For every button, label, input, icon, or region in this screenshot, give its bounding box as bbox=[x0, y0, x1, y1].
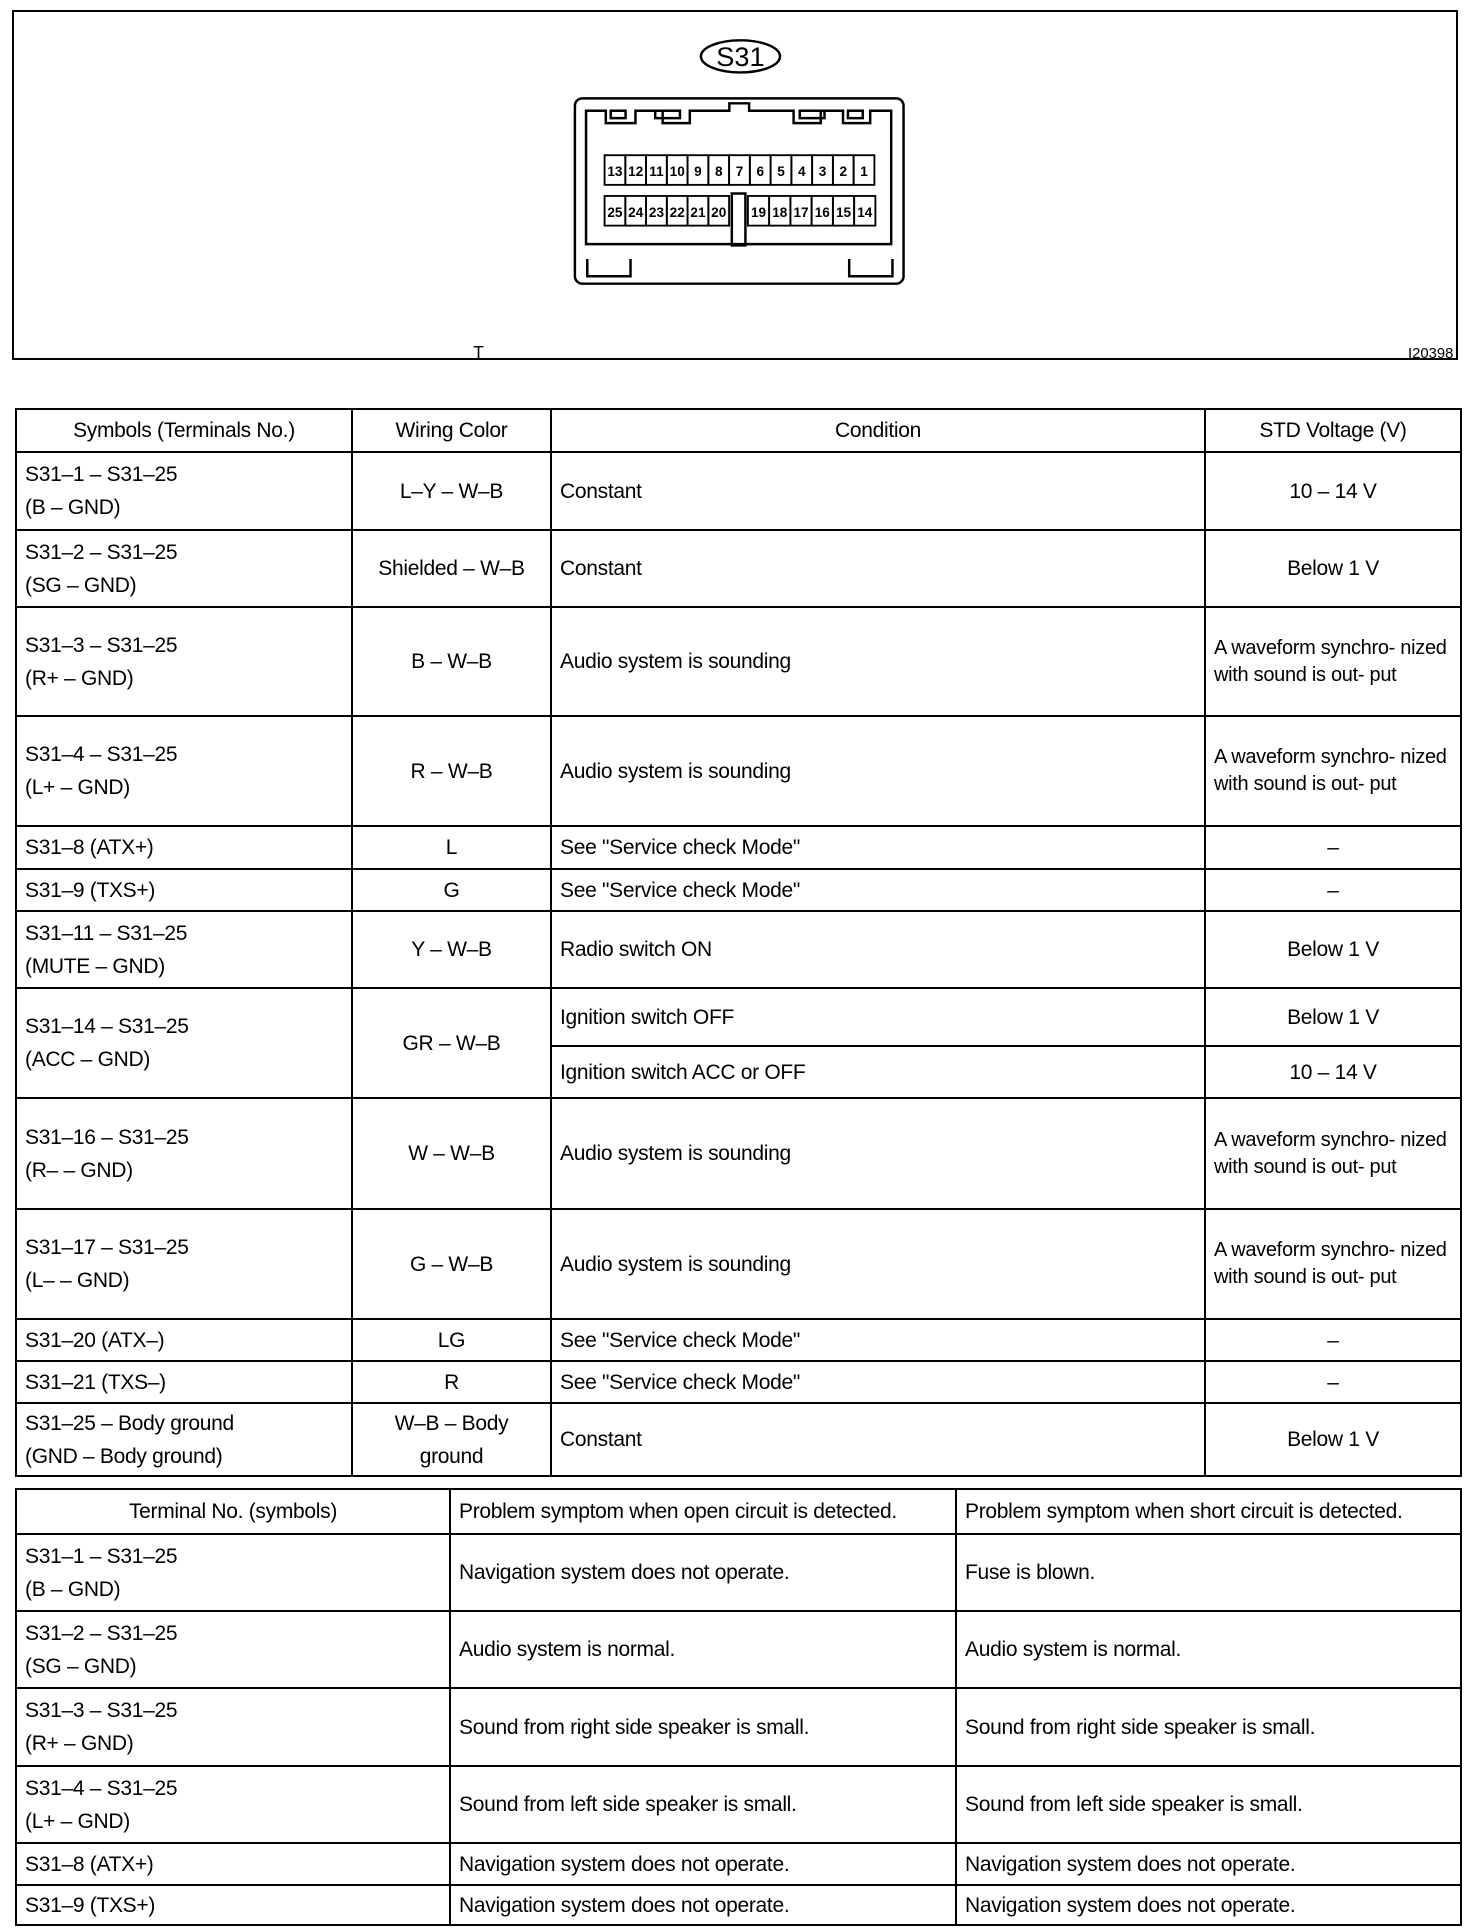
std-voltage-cell bbox=[1205, 452, 1461, 530]
symbol-cell bbox=[16, 1361, 352, 1403]
connector-diagram bbox=[12, 10, 1458, 360]
terminal-cell-line: S31–8 (ATX+) bbox=[25, 1852, 154, 1876]
symbol-cell-line: (R+ – GND) bbox=[25, 666, 134, 690]
pin-number: 6 bbox=[756, 164, 765, 180]
side-label: T bbox=[473, 341, 484, 362]
std-voltage-cell-line: A waveform synchro- nized with sound is out- put bbox=[1214, 746, 1447, 795]
symbol-cell bbox=[16, 826, 352, 869]
pin-number: 12 bbox=[628, 164, 644, 180]
short-circuit-symptom-cell bbox=[956, 1885, 1461, 1925]
std-voltage-cell-line: – bbox=[1327, 836, 1339, 859]
wiring-color-cell bbox=[352, 911, 551, 988]
condition-cell bbox=[551, 988, 1205, 1046]
condition-cell bbox=[551, 1361, 1205, 1403]
symbol-cell bbox=[16, 988, 352, 1098]
symbol-cell bbox=[16, 1209, 352, 1319]
wiring-color-cell-line: L bbox=[445, 836, 458, 859]
terminal-cell bbox=[16, 1688, 450, 1766]
header-terminal: Terminal No. (symbols) bbox=[16, 1489, 450, 1534]
table-row bbox=[16, 869, 1461, 911]
open-circuit-symptom-cell bbox=[450, 1534, 956, 1611]
symbol-cell-line: S31–14 – S31–25 bbox=[25, 1015, 189, 1038]
wiring-color-cell-line: W–B – Body bbox=[394, 1411, 509, 1435]
wiring-color-cell-line: G bbox=[443, 878, 460, 902]
wiring-color-cell bbox=[352, 1361, 551, 1403]
symbol-cell bbox=[16, 1403, 352, 1476]
short-circuit-symptom-cell-line: Audio system is normal. bbox=[965, 1638, 1182, 1661]
condition-cell-line: Constant bbox=[560, 479, 642, 503]
short-circuit-symptom-cell-line: Fuse is blown. bbox=[965, 1561, 1096, 1584]
condition-cell bbox=[551, 826, 1205, 869]
open-circuit-symptom-cell-line: Navigation system does not operate. bbox=[459, 1561, 790, 1584]
table-row bbox=[16, 826, 1461, 869]
pin-number: 24 bbox=[628, 204, 644, 220]
pin-number: 13 bbox=[607, 164, 623, 180]
symbol-cell-line: S31–11 – S31–25 bbox=[25, 921, 188, 945]
wiring-color-cell bbox=[352, 607, 551, 716]
wiring-color-cell bbox=[352, 1319, 551, 1361]
std-voltage-cell bbox=[1205, 1361, 1461, 1403]
terminal-cell-line: S31–3 – S31–25 bbox=[25, 1699, 178, 1722]
table-row bbox=[16, 1403, 1461, 1476]
wiring-color-cell-line: LG bbox=[437, 1328, 466, 1352]
wiring-color-cell-line: G – W–B bbox=[409, 1252, 494, 1276]
pin-number: 21 bbox=[690, 204, 706, 220]
terminal-cell-line: S31–4 – S31–25 bbox=[25, 1776, 178, 1800]
symbol-cell bbox=[16, 716, 352, 826]
std-voltage-cell bbox=[1205, 826, 1461, 869]
symbol-cell-line: (GND – Body ground) bbox=[25, 1444, 223, 1468]
condition-cell-line: See "Service check Mode" bbox=[560, 1370, 800, 1394]
pin-number: 9 bbox=[694, 164, 702, 180]
header-short-circuit: Problem symptom when short circuit is detected. bbox=[956, 1489, 1461, 1534]
symbol-cell-line: S31–2 – S31–25 bbox=[25, 540, 178, 564]
std-voltage-cell-line: – bbox=[1327, 1370, 1339, 1394]
std-voltage-cell bbox=[1205, 530, 1461, 607]
open-circuit-symptom-cell-line: Navigation system does not operate. bbox=[459, 1893, 790, 1917]
std-voltage-cell-line: Below 1 V bbox=[1287, 938, 1379, 961]
symbol-cell bbox=[16, 1319, 352, 1361]
short-circuit-symptom-cell-line: Navigation system does not operate. bbox=[965, 1852, 1296, 1876]
connector-body bbox=[575, 98, 904, 283]
symbol-cell bbox=[16, 530, 352, 607]
open-circuit-symptom-cell bbox=[450, 1766, 956, 1843]
pin-number: 17 bbox=[793, 204, 809, 220]
condition-cell-line: Audio system is sounding bbox=[560, 759, 791, 783]
std-voltage-cell-line: Below 1 V bbox=[1287, 1005, 1379, 1029]
table-row bbox=[16, 988, 1461, 1046]
wiring-color-cell bbox=[352, 826, 551, 869]
std-voltage-cell-line: 10 – 14 V bbox=[1289, 479, 1377, 503]
condition-cell bbox=[551, 1403, 1205, 1476]
symbol-cell-line: (L– – GND) bbox=[25, 1269, 130, 1292]
condition-cell-line: Audio system is sounding bbox=[560, 650, 791, 673]
wiring-color-cell-line: Shielded – W–B bbox=[378, 557, 525, 580]
symbol-cell-line: S31–8 (ATX+) bbox=[25, 836, 154, 859]
header-wiring-color: Wiring Color bbox=[352, 409, 551, 452]
std-voltage-cell-line: A waveform synchro- nized with sound is out- put bbox=[1214, 1128, 1447, 1178]
wiring-color-cell bbox=[352, 716, 551, 826]
condition-cell bbox=[551, 1098, 1205, 1209]
wiring-color-cell bbox=[352, 1098, 551, 1209]
std-voltage-cell bbox=[1205, 869, 1461, 911]
std-voltage-cell-line: – bbox=[1327, 878, 1339, 902]
table-row bbox=[16, 1209, 1461, 1319]
terminal-cell bbox=[16, 1885, 450, 1925]
std-voltage-cell bbox=[1205, 1209, 1461, 1319]
symbol-cell-line: S31–3 – S31–25 bbox=[25, 633, 178, 657]
std-voltage-cell-line: 10 – 14 V bbox=[1289, 1060, 1377, 1084]
symbol-cell-line: S31–9 (TXS+) bbox=[25, 878, 156, 902]
std-voltage-cell bbox=[1205, 1098, 1461, 1209]
condition-cell bbox=[551, 1046, 1205, 1098]
short-circuit-symptom-cell bbox=[956, 1611, 1461, 1688]
condition-cell-line: Audio system is sounding bbox=[560, 1252, 791, 1276]
symbol-cell-line: (MUTE – GND) bbox=[25, 954, 165, 978]
symbol-cell-line: S31–21 (TXS–) bbox=[25, 1370, 166, 1394]
condition-cell bbox=[551, 911, 1205, 988]
std-voltage-cell-line: A waveform synchro- nized with sound is out- put bbox=[1214, 1239, 1447, 1288]
pin-number: 22 bbox=[669, 204, 685, 220]
table-row bbox=[16, 1361, 1461, 1403]
symbol-cell bbox=[16, 869, 352, 911]
pin-number: 16 bbox=[814, 204, 830, 220]
condition-cell bbox=[551, 869, 1205, 911]
table-row bbox=[16, 1766, 1461, 1843]
symbol-cell bbox=[16, 607, 352, 716]
pin-number: 1 bbox=[860, 164, 868, 180]
std-voltage-cell bbox=[1205, 716, 1461, 826]
symbol-cell-line: S31–20 (ATX–) bbox=[25, 1328, 165, 1352]
wiring-color-cell-line: R bbox=[444, 1370, 459, 1394]
std-voltage-cell-line: Below 1 V bbox=[1287, 1428, 1379, 1451]
short-circuit-symptom-cell bbox=[956, 1843, 1461, 1885]
terminal-cell-line: (R+ – GND) bbox=[25, 1732, 134, 1755]
terminal-cell-line: S31–1 – S31–25 bbox=[25, 1544, 178, 1568]
wiring-color-cell bbox=[352, 869, 551, 911]
wiring-color-cell-line: ground bbox=[419, 1444, 484, 1468]
table-row bbox=[16, 1843, 1461, 1885]
std-voltage-cell-line: – bbox=[1327, 1328, 1339, 1352]
terminal-cell-line: (B – GND) bbox=[25, 1577, 121, 1601]
wiring-color-cell bbox=[352, 452, 551, 530]
open-circuit-symptom-cell-line: Sound from right side speaker is small. bbox=[459, 1715, 810, 1739]
terminal-cell-line: S31–9 (TXS+) bbox=[25, 1893, 156, 1917]
voltage-table bbox=[15, 408, 1462, 1477]
short-circuit-symptom-cell bbox=[956, 1688, 1461, 1766]
condition-cell-line: Audio system is sounding bbox=[560, 1142, 791, 1165]
short-circuit-symptom-cell-line: Navigation system does not operate. bbox=[965, 1893, 1296, 1917]
condition-cell-line: Constant bbox=[560, 557, 642, 580]
wiring-color-cell bbox=[352, 988, 551, 1098]
open-circuit-symptom-cell bbox=[450, 1688, 956, 1766]
symbol-cell-line: S31–4 – S31–25 bbox=[25, 743, 178, 766]
condition-cell-line: Ignition switch OFF bbox=[560, 1005, 735, 1029]
open-circuit-symptom-cell-line: Sound from left side speaker is small. bbox=[459, 1793, 797, 1816]
header-std-voltage: STD Voltage (V) bbox=[1205, 409, 1461, 452]
terminal-cell-line: (L+ – GND) bbox=[25, 1809, 130, 1833]
condition-cell-line: Constant bbox=[560, 1428, 642, 1451]
condition-cell bbox=[551, 530, 1205, 607]
pin-number: 3 bbox=[818, 164, 827, 180]
terminal-cell-line: (SG – GND) bbox=[25, 1654, 137, 1678]
table-row bbox=[16, 1098, 1461, 1209]
pin-number: 8 bbox=[714, 164, 723, 180]
table-row bbox=[16, 530, 1461, 607]
condition-cell-line: Radio switch ON bbox=[560, 938, 712, 961]
condition-cell-line: See "Service check Mode" bbox=[560, 878, 800, 902]
table-row bbox=[16, 1534, 1461, 1611]
symbol-cell-line: S31–16 – S31–25 bbox=[25, 1125, 189, 1149]
std-voltage-cell bbox=[1205, 988, 1461, 1046]
wiring-color-cell-line: R – W–B bbox=[410, 759, 493, 783]
connector-label: S31 bbox=[716, 41, 765, 73]
terminal-cell-line: S31–2 – S31–25 bbox=[25, 1621, 178, 1645]
pin-number: 7 bbox=[735, 164, 744, 180]
pin-number: 14 bbox=[857, 204, 873, 220]
symbol-cell-line: (B – GND) bbox=[25, 496, 121, 519]
std-voltage-cell bbox=[1205, 1319, 1461, 1361]
symbol-cell bbox=[16, 452, 352, 530]
pin-number: 25 bbox=[607, 204, 623, 220]
terminal-cell bbox=[16, 1534, 450, 1611]
terminal-cell bbox=[16, 1766, 450, 1843]
wiring-color-cell-line: W – W–B bbox=[408, 1142, 495, 1165]
pin-number: 15 bbox=[835, 204, 852, 220]
table-row bbox=[16, 716, 1461, 826]
condition-cell-line: See "Service check Mode" bbox=[560, 836, 800, 859]
wiring-color-cell-line: L–Y – W–B bbox=[399, 479, 504, 503]
table-row bbox=[16, 1688, 1461, 1766]
header-open-circuit: Problem symptom when open circuit is detected. bbox=[450, 1489, 956, 1534]
wiring-color-cell bbox=[352, 1403, 551, 1476]
open-circuit-symptom-cell bbox=[450, 1843, 956, 1885]
table-row bbox=[16, 607, 1461, 716]
pin-number: 23 bbox=[648, 204, 665, 220]
symbol-cell bbox=[16, 911, 352, 988]
open-circuit-symptom-cell bbox=[450, 1885, 956, 1925]
table-row bbox=[16, 1885, 1461, 1925]
symbol-cell-line: (L+ – GND) bbox=[25, 776, 130, 799]
std-voltage-cell bbox=[1205, 1046, 1461, 1098]
condition-cell bbox=[551, 1319, 1205, 1361]
std-voltage-cell-line: A waveform synchro- nized with sound is out- put bbox=[1214, 636, 1447, 686]
open-circuit-symptom-cell-line: Audio system is normal. bbox=[459, 1638, 676, 1661]
table-row bbox=[16, 911, 1461, 988]
short-circuit-symptom-cell bbox=[956, 1534, 1461, 1611]
short-circuit-symptom-cell-line: Sound from left side speaker is small. bbox=[965, 1793, 1303, 1816]
condition-cell-line: See "Service check Mode" bbox=[560, 1328, 800, 1352]
condition-cell bbox=[551, 1209, 1205, 1319]
connector-drawing bbox=[2, 2, 1472, 364]
wiring-color-cell-line: GR – W–B bbox=[402, 1031, 501, 1055]
std-voltage-cell bbox=[1205, 911, 1461, 988]
table-row bbox=[16, 1319, 1461, 1361]
pin-number: 18 bbox=[772, 204, 788, 220]
std-voltage-cell bbox=[1205, 607, 1461, 716]
pin-grid bbox=[605, 155, 876, 225]
pin-number: 11 bbox=[649, 164, 664, 180]
symbol-cell-line: (SG – GND) bbox=[25, 573, 137, 597]
figure-id: I20398 bbox=[1408, 345, 1454, 362]
symbol-cell bbox=[16, 1098, 352, 1209]
symbol-cell-line: S31–17 – S31–25 bbox=[25, 1236, 189, 1259]
pin-number: 10 bbox=[669, 164, 685, 180]
open-circuit-symptom-cell bbox=[450, 1611, 956, 1688]
symbol-cell-line: S31–1 – S31–25 bbox=[25, 463, 178, 486]
short-circuit-symptom-cell bbox=[956, 1766, 1461, 1843]
std-voltage-cell bbox=[1205, 1403, 1461, 1476]
wiring-color-cell bbox=[352, 530, 551, 607]
open-circuit-symptom-cell-line: Navigation system does not operate. bbox=[459, 1852, 790, 1876]
table-row bbox=[16, 1611, 1461, 1688]
std-voltage-cell-line: Below 1 V bbox=[1287, 557, 1379, 580]
wiring-color-cell bbox=[352, 1209, 551, 1319]
wiring-color-cell-line: B – W–B bbox=[411, 650, 492, 673]
symbol-cell-line: (ACC – GND) bbox=[25, 1048, 151, 1071]
condition-cell bbox=[551, 716, 1205, 826]
table-row bbox=[16, 452, 1461, 530]
header-symbols: Symbols (Terminals No.) bbox=[16, 409, 352, 452]
pin-number: 5 bbox=[777, 164, 785, 180]
condition-cell-line: Ignition switch ACC or OFF bbox=[560, 1060, 806, 1084]
terminal-cell bbox=[16, 1843, 450, 1885]
pin-number: 4 bbox=[797, 164, 806, 180]
condition-cell bbox=[551, 607, 1205, 716]
terminal-cell bbox=[16, 1611, 450, 1688]
condition-cell bbox=[551, 452, 1205, 530]
header-condition: Condition bbox=[551, 409, 1205, 452]
symbol-cell-line: S31–25 – Body ground bbox=[25, 1411, 234, 1435]
short-circuit-symptom-cell-line: Sound from right side speaker is small. bbox=[965, 1715, 1316, 1739]
pin-number: 2 bbox=[839, 164, 848, 180]
pin-number: 19 bbox=[750, 204, 767, 220]
pin-number: 20 bbox=[711, 204, 727, 220]
symbol-cell-line: (R– – GND) bbox=[25, 1158, 133, 1182]
wiring-color-cell-line: Y – W–B bbox=[411, 938, 492, 961]
symptom-table bbox=[15, 1488, 1462, 1926]
